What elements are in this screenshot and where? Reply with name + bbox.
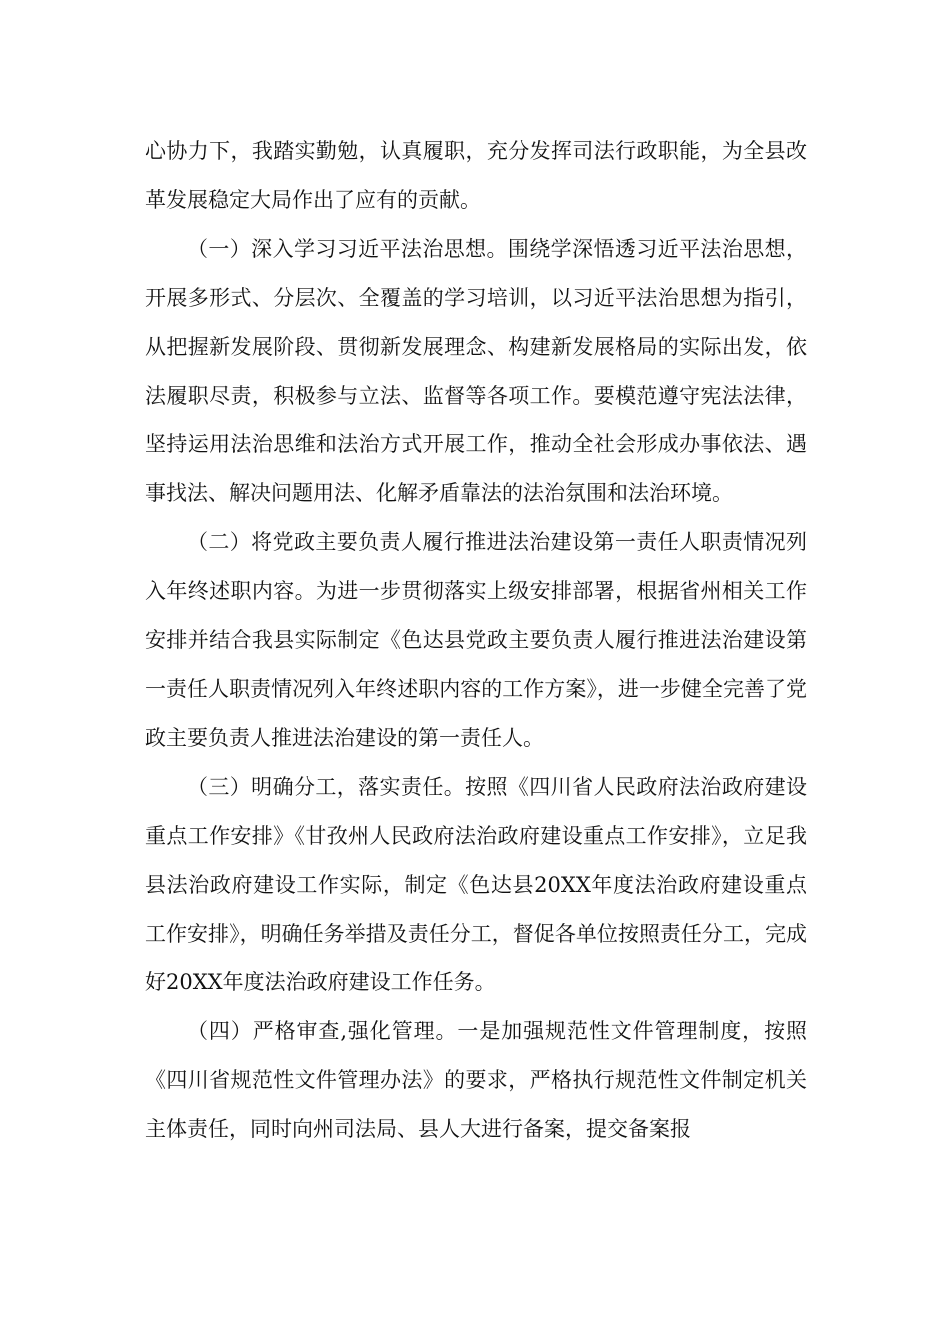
document-body bbox=[145, 127, 807, 1154]
paragraph-section-3: （三）明确分工，落实责任。按照《四川省人民政府法治政府建设重点工作安排》《甘孜州人民政府法治政府建设重点工作安排》，立足我县法治政府建设工作实际，制定《色达县20XX年度法治政府建设重点工作安排》，明确任务举措及责任分工，督促各单位按照责任分工，完成好20XX年度法治政府建设工作任务。 bbox=[145, 774, 807, 995]
paragraph-continuation: 心协力下，我踏实勤勉，认真履职，充分发挥司法行政职能，为全县改革发展稳定大局作出了应有的贡献。 bbox=[145, 139, 807, 212]
paragraph-section-4: （四）严格审查,强化管理。一是加强规范性文件管理制度，按照《四川省规范性文件管理办法》的要求，严格执行规范性文件制定机关主体责任，同时向州司法局、县人大进行备案，提交备案报 bbox=[145, 1019, 807, 1142]
paragraph-section-2: （二）将党政主要负责人履行推进法治建设第一责任人职责情况列入年终述职内容。为进一步贯彻落实上级安排部署，根据省州相关工作安排并结合我县实际制定《色达县党政主要负责人履行推进法治建设第一责任人职责情况列入年终述职内容的工作方案》，进一步健全完善了党政主要负责人推进法治建设的第一责任人。 bbox=[145, 530, 807, 750]
paragraph-section-1: （一）深入学习习近平法治思想。围绕学深悟透习近平法治思想，开展多形式、分层次、全覆盖的学习培训，以习近平法治思想为指引，从把握新发展阶段、贯彻新发展理念、构建新发展格局的实际出发，依法履职尽责，积极参与立法、监督等各项工作。要模范遵守宪法法律，坚持运用法治思维和法治方式开展工作，推动全社会形成办事依法、遇事找法、解决问题用法、化解矛盾靠法的法治氛围和法治环境。 bbox=[145, 236, 807, 506]
